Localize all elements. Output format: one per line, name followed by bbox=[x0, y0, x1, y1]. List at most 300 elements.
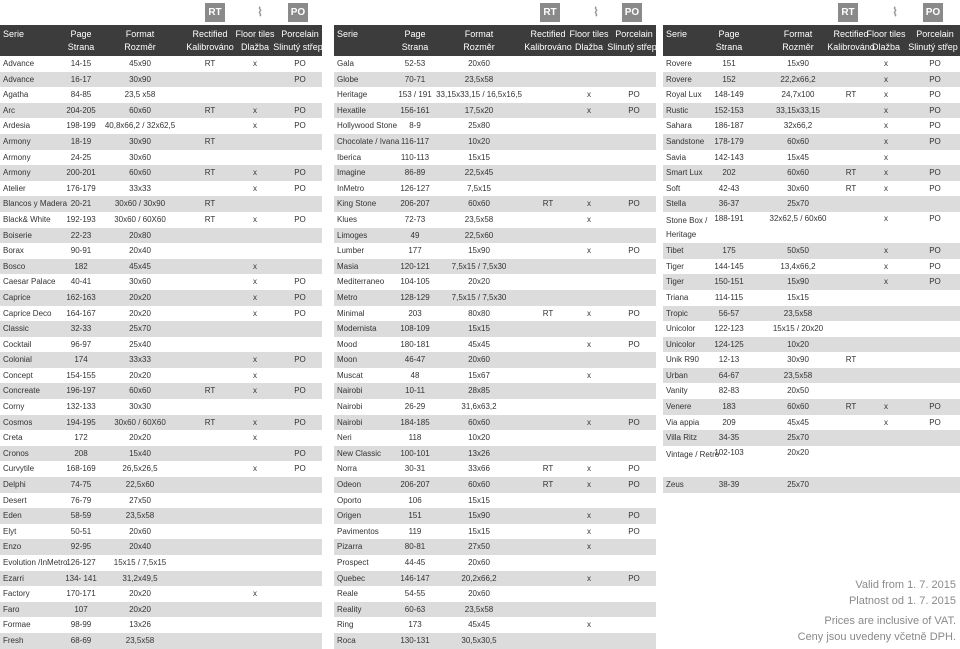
page-range: 24-25 bbox=[70, 152, 92, 162]
floor-mark: x bbox=[587, 511, 591, 521]
table-row bbox=[0, 461, 322, 477]
header-format: Format bbox=[464, 29, 494, 39]
serie-name: Chocolate / Ivana bbox=[337, 136, 400, 146]
page-range: 49 bbox=[410, 230, 420, 240]
table-row bbox=[0, 477, 322, 493]
table-row bbox=[334, 493, 656, 509]
table-row bbox=[663, 352, 960, 368]
table-row bbox=[663, 446, 960, 477]
table-row bbox=[663, 72, 960, 88]
page-range: 200-201 bbox=[66, 168, 96, 178]
table-row bbox=[0, 150, 322, 166]
tile-format: 15x15 / 7,5x15 bbox=[113, 558, 167, 567]
serie-name: Agatha bbox=[3, 90, 29, 100]
tile-format: 23,5x58 bbox=[464, 604, 494, 614]
rectified-badge: RT bbox=[838, 3, 858, 22]
serie-name: Muscat bbox=[337, 370, 363, 380]
floor-mark: x bbox=[884, 213, 888, 223]
foot-icon: ⌇ bbox=[250, 3, 270, 22]
page-range: 156-161 bbox=[400, 105, 430, 115]
serie-name: Venere bbox=[666, 402, 692, 412]
serie-name: Blancos y Madera bbox=[3, 199, 68, 209]
header-format: Format bbox=[125, 29, 155, 39]
table-row bbox=[0, 602, 322, 618]
table-header bbox=[663, 25, 960, 56]
header-porcelain: Porcelain bbox=[916, 29, 954, 39]
page-range: 184-185 bbox=[400, 417, 430, 427]
tile-format: 60x60 bbox=[129, 168, 151, 178]
serie-name: Borax bbox=[3, 246, 24, 256]
page-range: 202 bbox=[722, 168, 736, 178]
tile-format: 45x45 bbox=[787, 417, 809, 427]
floor-mark: x bbox=[587, 417, 591, 427]
table-row bbox=[0, 181, 322, 197]
table-row bbox=[334, 539, 656, 555]
tile-format: 25x40 bbox=[129, 339, 151, 349]
tile-format: 15x90 bbox=[468, 246, 490, 256]
table-row bbox=[334, 415, 656, 431]
header-porcelain: Porcelain bbox=[615, 29, 653, 39]
page-range: 146-147 bbox=[400, 573, 430, 583]
table-row bbox=[0, 274, 322, 290]
table-row bbox=[334, 617, 656, 633]
serie-name: Gala bbox=[337, 59, 354, 68]
page-range: 168-169 bbox=[66, 464, 96, 474]
floor-mark: x bbox=[253, 168, 257, 178]
serie-name: Masia bbox=[337, 261, 359, 271]
page-range: 192-193 bbox=[66, 214, 96, 224]
tile-format: 24,7x100 bbox=[781, 90, 815, 100]
tile-format: 22,5x60 bbox=[464, 230, 494, 240]
page-range: 126-127 bbox=[66, 558, 96, 567]
page-range: 188-191 bbox=[714, 213, 744, 223]
tile-format: 10x20 bbox=[468, 136, 490, 146]
header-page-cz: Strana bbox=[401, 42, 429, 52]
porcelain-mark: PO bbox=[628, 417, 640, 427]
table-row bbox=[0, 118, 322, 134]
header-rectified-cz: Kalibrováno bbox=[524, 42, 572, 52]
page-range: 46-47 bbox=[404, 355, 426, 365]
serie-name: Nairobi bbox=[337, 417, 363, 427]
serie-name: Metro bbox=[337, 292, 358, 302]
tile-format: 20x20 bbox=[129, 370, 151, 380]
header-porcelain: Porcelain bbox=[281, 29, 319, 39]
page-range: 107 bbox=[74, 604, 88, 614]
page-range: 86-89 bbox=[404, 168, 426, 178]
rectified-mark: RT bbox=[542, 464, 554, 474]
table-row bbox=[663, 274, 960, 290]
header-page: Page bbox=[718, 29, 740, 39]
floor-mark: x bbox=[253, 589, 257, 599]
page-range: 68-69 bbox=[70, 635, 92, 645]
table-column-2 bbox=[334, 0, 656, 649]
porcelain-badge: PO bbox=[923, 3, 943, 22]
table-row bbox=[334, 290, 656, 306]
header-serie: Serie bbox=[666, 29, 688, 39]
serie-name: Norra bbox=[337, 464, 358, 474]
rectified-mark: RT bbox=[845, 402, 857, 412]
table-row bbox=[334, 508, 656, 524]
porcelain-mark: PO bbox=[628, 308, 640, 318]
porcelain-mark: PO bbox=[929, 213, 941, 223]
page-range: 106 bbox=[408, 495, 422, 505]
page-range: 8-9 bbox=[409, 121, 421, 131]
page-range: 134- 141 bbox=[65, 573, 97, 583]
table-row bbox=[334, 461, 656, 477]
serie-name: Stone Box / Heritage bbox=[666, 215, 708, 239]
tile-format: 60x60 bbox=[468, 199, 490, 209]
tile-format: 60x60 bbox=[468, 480, 490, 490]
porcelain-mark: PO bbox=[628, 511, 640, 521]
serie-name: Vanity bbox=[666, 386, 688, 396]
tile-format: 15x15 / 20x20 bbox=[772, 324, 824, 334]
floor-mark: x bbox=[587, 620, 591, 630]
serie-name: Quebec bbox=[337, 573, 366, 583]
page-range: 132-133 bbox=[66, 402, 96, 412]
table-row bbox=[334, 586, 656, 602]
table-row bbox=[334, 87, 656, 103]
serie-name: Iberica bbox=[337, 152, 362, 162]
page-range: 120-121 bbox=[400, 261, 430, 271]
page-range: 82-83 bbox=[718, 386, 740, 396]
table-row bbox=[0, 352, 322, 368]
table-column-1 bbox=[0, 0, 322, 649]
serie-name: Reale bbox=[337, 589, 358, 599]
page-range: 128-129 bbox=[400, 292, 430, 302]
tile-format: 25x70 bbox=[787, 199, 809, 209]
table-header bbox=[0, 25, 322, 56]
rectified-mark: RT bbox=[204, 417, 216, 427]
serie-name: Curvytile bbox=[3, 464, 35, 474]
rectified-badge: RT bbox=[205, 3, 225, 22]
tile-format: 32x66,2 bbox=[783, 121, 813, 131]
tile-format: 15x45 bbox=[787, 152, 809, 162]
table-row bbox=[334, 368, 656, 384]
serie-name: Ezarri bbox=[3, 573, 24, 583]
tile-format: 60x60 bbox=[129, 105, 151, 115]
tile-format: 45x90 bbox=[129, 59, 151, 68]
vat-note-cz: Ceny jsou uvedeny včetně DPH. bbox=[797, 631, 956, 643]
tile-format: 15x90 bbox=[468, 511, 490, 521]
table-row bbox=[334, 259, 656, 275]
table-row bbox=[663, 383, 960, 399]
table-row bbox=[334, 150, 656, 166]
page-range: 194-195 bbox=[66, 417, 96, 427]
table-row bbox=[0, 586, 322, 602]
header-floor: Floor tiles bbox=[569, 29, 609, 39]
valid-from-cz: Platnost od 1. 7. 2015 bbox=[848, 595, 956, 607]
tile-format: 22,2x66,2 bbox=[780, 74, 816, 84]
tile-format: 60x60 bbox=[787, 168, 809, 178]
porcelain-mark: PO bbox=[294, 355, 306, 365]
header-floor-cz: Dlažba bbox=[871, 42, 900, 52]
table-row bbox=[0, 165, 322, 181]
porcelain-mark: PO bbox=[294, 168, 306, 178]
tile-format: 13x26 bbox=[129, 620, 151, 630]
header-rectified: Rectified bbox=[530, 29, 566, 39]
vat-note-en: Prices are inclusive of VAT. bbox=[824, 615, 956, 627]
rectified-badge: RT bbox=[540, 3, 560, 22]
tile-format: 13,4x66,2 bbox=[780, 261, 816, 271]
table-row bbox=[0, 539, 322, 555]
page-range: 10-11 bbox=[405, 386, 425, 396]
tile-format: 20x20 bbox=[129, 308, 151, 318]
table-row bbox=[334, 602, 656, 618]
serie-name: Villa Ritz bbox=[666, 433, 697, 443]
serie-name: Mood bbox=[337, 339, 358, 349]
tile-format: 20x20 bbox=[129, 433, 151, 443]
serie-name: Advance bbox=[3, 59, 35, 68]
serie-name: Hollywood Stone bbox=[337, 121, 398, 131]
tile-format: 20x20 bbox=[787, 447, 809, 457]
serie-name: Imagine bbox=[337, 168, 366, 178]
table-row bbox=[0, 493, 322, 509]
page-range: 152 bbox=[722, 74, 736, 84]
tile-format: 20x60 bbox=[468, 558, 490, 567]
tile-format: 45x45 bbox=[468, 620, 490, 630]
tile-format: 20x20 bbox=[129, 604, 151, 614]
page-range: 40-41 bbox=[70, 277, 92, 287]
serie-name: Formae bbox=[3, 620, 31, 630]
serie-name: Elyt bbox=[3, 526, 17, 536]
page-range: 182 bbox=[74, 261, 88, 271]
serie-name: Sahara bbox=[666, 121, 692, 131]
table-row bbox=[663, 415, 960, 431]
table-row bbox=[334, 228, 656, 244]
tile-format: 60x60 bbox=[787, 402, 809, 412]
serie-name: Unicolor bbox=[666, 339, 696, 349]
page-range: 20-21 bbox=[70, 199, 92, 209]
rectified-mark: RT bbox=[845, 90, 857, 100]
table-row bbox=[334, 477, 656, 493]
porcelain-mark: PO bbox=[294, 448, 306, 458]
floor-mark: x bbox=[253, 261, 257, 271]
porcelain-mark: PO bbox=[929, 417, 941, 427]
floor-mark: x bbox=[587, 542, 591, 552]
tile-format: 33x33 bbox=[129, 355, 151, 365]
page-range: 44-45 bbox=[404, 558, 426, 567]
page-range: 152-153 bbox=[714, 105, 744, 115]
serie-name: Rovere bbox=[666, 74, 692, 84]
table-row bbox=[663, 259, 960, 275]
tile-format: 25x70 bbox=[787, 480, 809, 490]
page-range: 18-19 bbox=[70, 136, 92, 146]
serie-name: Sandstone bbox=[666, 136, 705, 146]
porcelain-mark: PO bbox=[929, 59, 941, 68]
tile-format: 23,5x58 bbox=[783, 370, 813, 380]
page-range: 208 bbox=[74, 448, 88, 458]
tile-format: 20x20 bbox=[468, 277, 490, 287]
page-range: 96-97 bbox=[70, 339, 92, 349]
table-row bbox=[334, 571, 656, 587]
tile-format: 15x90 bbox=[787, 59, 809, 68]
porcelain-mark: PO bbox=[294, 464, 306, 474]
serie-name: Factory bbox=[3, 589, 30, 599]
page-range: 153 / 191 bbox=[398, 90, 432, 100]
page-range: 84-85 bbox=[70, 90, 92, 100]
serie-name: Enzo bbox=[3, 542, 22, 552]
rectified-mark: RT bbox=[204, 214, 216, 224]
serie-name: Rustic bbox=[666, 105, 689, 115]
valid-from-en: Valid from 1. 7. 2015 bbox=[855, 579, 956, 591]
serie-name: InMetro bbox=[337, 183, 365, 193]
tile-format: 30,5x30,5 bbox=[461, 635, 497, 645]
tile-format: 7,5x15 / 7,5x30 bbox=[451, 261, 507, 271]
page-range: 142-143 bbox=[714, 152, 744, 162]
porcelain-mark: PO bbox=[294, 105, 306, 115]
tile-format: 25x70 bbox=[129, 324, 151, 334]
table-row bbox=[334, 72, 656, 88]
serie-name: Klues bbox=[337, 214, 358, 224]
porcelain-mark: PO bbox=[294, 74, 306, 84]
table-row bbox=[663, 337, 960, 353]
tile-format: 27x50 bbox=[129, 495, 151, 505]
tile-format: 25x80 bbox=[468, 121, 490, 131]
table-row bbox=[334, 181, 656, 197]
porcelain-mark: PO bbox=[294, 214, 306, 224]
page-range: 144-145 bbox=[714, 261, 744, 271]
page-range: 102-103 bbox=[714, 447, 744, 457]
serie-name: Caesar Palace bbox=[3, 277, 56, 287]
page-range: 36-37 bbox=[718, 199, 740, 209]
table-row bbox=[663, 134, 960, 150]
tile-format: 10x20 bbox=[468, 433, 490, 443]
tile-format: 15x15 bbox=[468, 152, 490, 162]
serie-name: Ring bbox=[337, 620, 354, 630]
table-row bbox=[0, 243, 322, 259]
serie-name: Atelier bbox=[3, 183, 26, 193]
table-row bbox=[0, 383, 322, 399]
page-range: 130-131 bbox=[400, 635, 430, 645]
floor-mark: x bbox=[884, 261, 888, 271]
rectified-mark: RT bbox=[845, 168, 857, 178]
header-floor: Floor tiles bbox=[235, 29, 275, 39]
rectified-mark: RT bbox=[204, 386, 216, 396]
table-row bbox=[0, 103, 322, 119]
table-row bbox=[663, 399, 960, 415]
page-range: 108-109 bbox=[400, 324, 430, 334]
porcelain-mark: PO bbox=[294, 183, 306, 193]
table-row bbox=[334, 633, 656, 649]
serie-name: Odeon bbox=[337, 480, 362, 490]
page-range: 186-187 bbox=[714, 121, 744, 131]
page-range: 98-99 bbox=[70, 620, 92, 630]
tile-format: 15x15 bbox=[468, 526, 490, 536]
tile-format: 30x60 bbox=[787, 183, 809, 193]
floor-mark: x bbox=[253, 59, 257, 68]
table-row bbox=[663, 368, 960, 384]
porcelain-mark: PO bbox=[294, 292, 306, 302]
tile-format: 40,8x66,2 / 32x62,5 bbox=[104, 121, 176, 131]
table-row bbox=[334, 212, 656, 228]
floor-mark: x bbox=[253, 386, 257, 396]
serie-name: Modernista bbox=[337, 324, 377, 334]
page-range: 172 bbox=[74, 433, 88, 443]
table-row bbox=[0, 321, 322, 337]
serie-name: Royal Lux bbox=[666, 90, 702, 100]
rectified-mark: RT bbox=[542, 308, 554, 318]
header-format-cz: Rozměr bbox=[124, 42, 156, 52]
serie-name: Tiger bbox=[666, 261, 684, 271]
tile-format: 33,15x33,15 / 16,5x16,5 bbox=[436, 90, 522, 100]
table-row bbox=[663, 306, 960, 322]
porcelain-mark: PO bbox=[294, 417, 306, 427]
serie-name: Stella bbox=[666, 199, 687, 209]
page-range: 183 bbox=[722, 402, 736, 412]
page-range: 119 bbox=[408, 526, 422, 536]
tile-format: 20,2x66,2 bbox=[461, 573, 497, 583]
table-row bbox=[0, 212, 322, 228]
floor-mark: x bbox=[884, 402, 888, 412]
tile-format: 15x15 bbox=[468, 495, 490, 505]
page-range: 150-151 bbox=[714, 277, 744, 287]
table-row bbox=[663, 56, 960, 72]
serie-name: Classic bbox=[3, 324, 29, 334]
header-floor: Floor tiles bbox=[866, 29, 906, 39]
table-row bbox=[663, 118, 960, 134]
table-row bbox=[663, 181, 960, 197]
tile-format: 50x50 bbox=[787, 246, 809, 256]
tile-format: 30x60 / 60X60 bbox=[114, 214, 166, 224]
table-row bbox=[334, 446, 656, 462]
porcelain-mark: PO bbox=[929, 105, 941, 115]
tile-format: 20x50 bbox=[787, 386, 809, 396]
tile-format: 33,15x33,15 bbox=[775, 105, 821, 115]
page-range: 72-73 bbox=[404, 214, 426, 224]
serie-name: Caprice Deco bbox=[3, 308, 52, 318]
floor-mark: x bbox=[587, 464, 591, 474]
porcelain-mark: PO bbox=[628, 526, 640, 536]
table-row bbox=[663, 321, 960, 337]
tile-format: 30x90 bbox=[129, 136, 151, 146]
porcelain-mark: PO bbox=[294, 59, 306, 68]
page-range: 148-149 bbox=[714, 90, 744, 100]
rectified-mark: RT bbox=[845, 355, 857, 365]
header-format: Format bbox=[783, 29, 813, 39]
tile-format: 15x67 bbox=[468, 370, 490, 380]
tile-format: 23,5 x58 bbox=[124, 90, 156, 100]
header-format-cz: Rozměr bbox=[463, 42, 495, 52]
floor-mark: x bbox=[884, 246, 888, 256]
table-row bbox=[0, 446, 322, 462]
rectified-mark: RT bbox=[542, 199, 554, 209]
serie-name: Tiger bbox=[666, 277, 684, 287]
header-floor-cz: Dlažba bbox=[240, 42, 269, 52]
page-range: 124-125 bbox=[714, 339, 744, 349]
tile-format: 15x40 bbox=[129, 448, 151, 458]
table-row bbox=[0, 508, 322, 524]
serie-name: Heritage bbox=[337, 90, 368, 100]
page-range: 104-105 bbox=[400, 277, 430, 287]
serie-name: Delphi bbox=[3, 480, 26, 490]
table-row bbox=[663, 243, 960, 259]
tile-format: 20x20 bbox=[129, 589, 151, 599]
page-range: 100-101 bbox=[400, 448, 430, 458]
porcelain-mark: PO bbox=[628, 105, 640, 115]
floor-mark: x bbox=[253, 121, 257, 131]
tile-format: 26,5x26,5 bbox=[122, 464, 158, 474]
table-row bbox=[0, 259, 322, 275]
rectified-mark: RT bbox=[204, 105, 216, 115]
tile-format: 22,5x60 bbox=[125, 480, 155, 490]
header-porcelain-cz: Slinutý střep bbox=[273, 42, 323, 52]
serie-name: Savia bbox=[666, 152, 687, 162]
floor-mark: x bbox=[884, 152, 888, 162]
tile-format: 20x60 bbox=[468, 355, 490, 365]
table-row bbox=[0, 196, 322, 212]
table-row bbox=[334, 430, 656, 446]
porcelain-mark: PO bbox=[628, 464, 640, 474]
